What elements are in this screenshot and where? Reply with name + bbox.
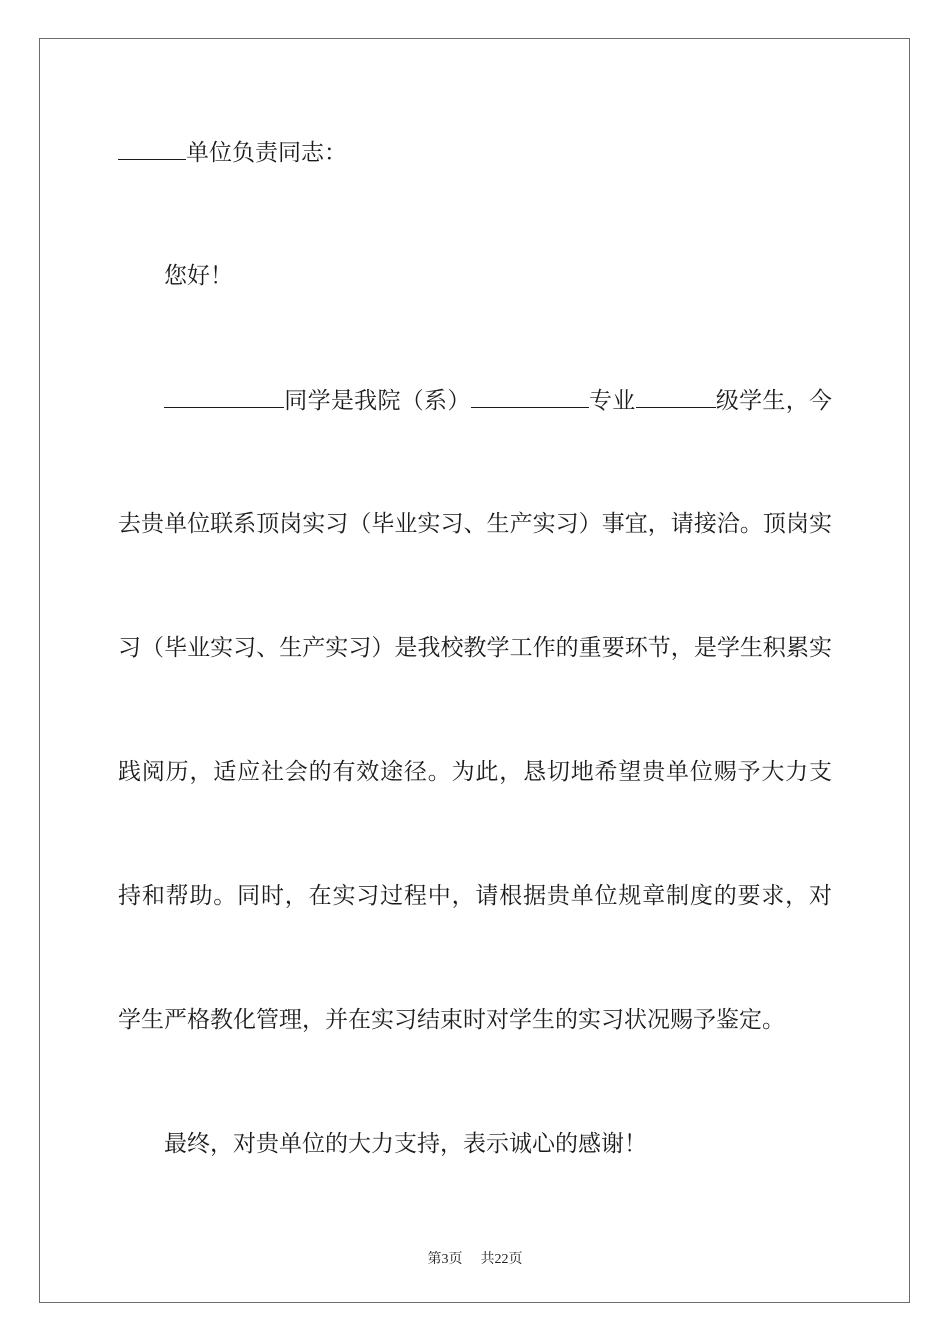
paragraph-line-4: 践阅历，适应社会的有效途径。为此，恳切地希望贵单位赐予大力支 (118, 759, 832, 785)
page-footer (0, 1248, 950, 1268)
paragraph-line-1 (164, 385, 832, 416)
p1-seg3: 级学生，今 (715, 388, 833, 414)
paragraph-line-3: 习（毕业实习、生产实习）是我校教学工作的重要环节，是学生积累实 (118, 635, 832, 661)
p1-seg2: 专业 (588, 388, 636, 414)
page-number: 第3页 (427, 1252, 463, 1267)
page-frame (39, 38, 910, 1303)
blank-unit-name (118, 137, 186, 160)
page-total: 共22页 (480, 1252, 523, 1267)
paragraph-line-6: 学生严格教化管理，并在实习结束时对学生的实习状况赐予鉴定。 (118, 1007, 785, 1033)
salutation-line (118, 137, 832, 168)
p1-seg1: 同学是我院（系） (284, 388, 471, 414)
greeting-line (164, 261, 832, 291)
blank-major (471, 385, 589, 408)
salutation-text: 单位负责同志： (186, 140, 347, 166)
blank-grade (636, 385, 716, 408)
paragraph-line-2: 去贵单位联系顶岗实习（毕业实习、生产实习）事宜，请接洽。顶岗实 (118, 511, 832, 537)
greeting-text: 您好！ (164, 263, 233, 289)
blank-student-name (164, 385, 284, 408)
closing-line: 最终，对贵单位的大力支持，表示诚心的感谢！ (164, 1131, 647, 1157)
paragraph-line-5: 持和帮助。同时，在实习过程中，请根据贵单位规章制度的要求，对 (118, 883, 832, 909)
